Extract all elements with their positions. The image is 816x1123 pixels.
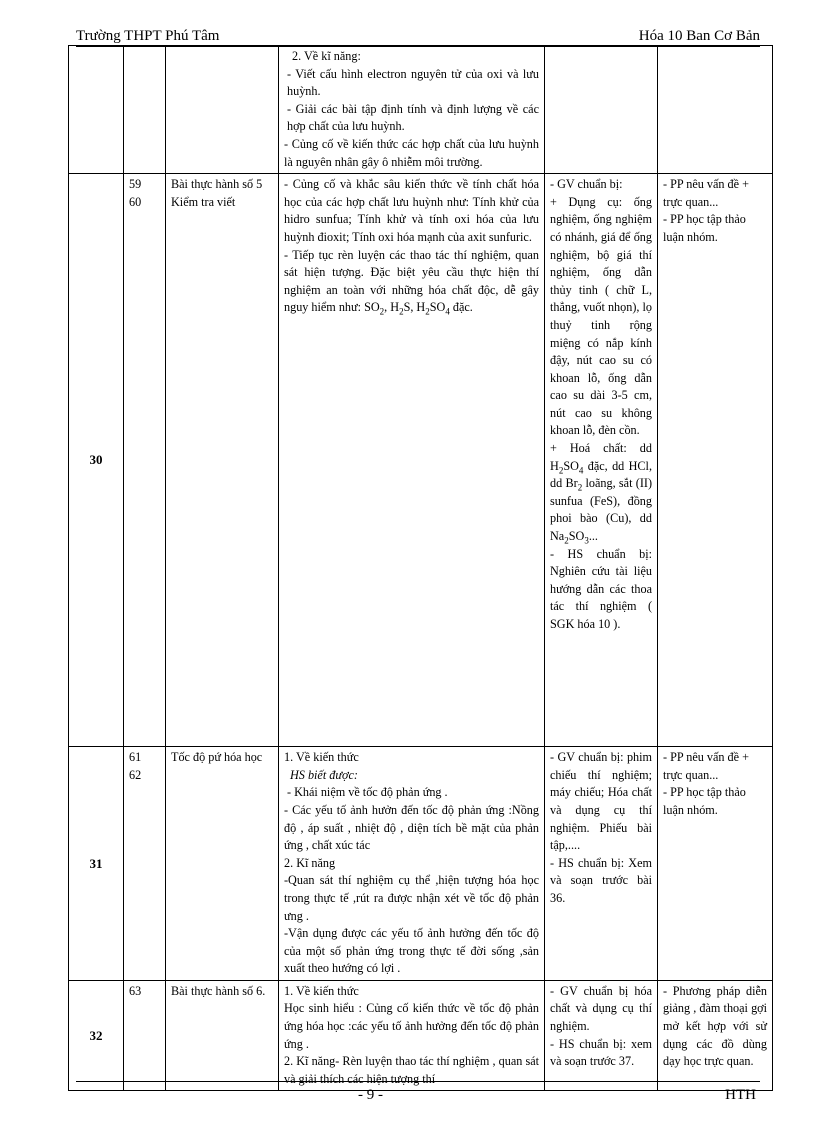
methods-cell <box>658 980 773 1091</box>
objective-line: 2. Kĩ năng <box>284 855 336 870</box>
periods-cell <box>124 46 166 174</box>
objectives-cell <box>279 980 545 1091</box>
table-row <box>69 46 773 174</box>
preparation-cell <box>545 46 658 174</box>
lesson-plan-table <box>68 45 773 1091</box>
methods-cell <box>658 174 773 747</box>
page-header <box>76 26 760 47</box>
method-line: - PP học tập thảo luận nhóm. <box>663 212 746 244</box>
periods-cell <box>124 980 166 1091</box>
methods-cell <box>658 46 773 174</box>
subject-name: Hóa 10 Ban Cơ Bản <box>638 28 760 44</box>
lesson-title: Tốc độ pứ hóa học <box>171 750 263 765</box>
lesson-cell <box>166 174 279 747</box>
preparation-line: + Dụng cụ: ống nghiệm, ống nghiệm có nhánh, giá để ống nghiệm, bộ giá thí nghiệm, ống dẫn thủy tinh ( chữ L, thẳng, vuốt nhọn), lọ thuỷ tinh rộng miệng có nắp kính đậy, nút cao su có khoan lỗ, ống dẫn cao su dài 3-5 cm, nút cao su không khoan lỗ, đèn cồn. <box>550 194 652 438</box>
preparation-cell <box>545 980 658 1091</box>
preparation-line: - GV chuẩn bị: phim chiếu thí nghiệm; máy chiếu; Hóa chất và dụng cụ thí nghiệm. Phiếu bài tập,.... <box>550 750 652 853</box>
period-number: 59 <box>129 177 142 192</box>
objectives-cell <box>279 174 545 747</box>
period-number: 63 <box>129 983 142 998</box>
page-footer <box>76 1081 760 1106</box>
lesson-title: Bài thực hành số 6. <box>171 983 266 998</box>
lesson-title: Kiểm tra viết <box>171 194 236 209</box>
objective-line: 2. Về kĩ năng: <box>292 49 361 63</box>
page-number: - 9 - <box>358 1087 383 1103</box>
preparation-line: - GV chuẩn bị hóa chất và dụng cụ thí nghiệm. <box>550 983 652 1034</box>
lesson-title: Bài thực hành số 5 <box>171 177 263 192</box>
lesson-cell <box>166 46 279 174</box>
method-line: - PP nêu vấn đề + trực quan... <box>663 750 749 782</box>
objective-line: 1. Về kiến thức <box>284 983 359 998</box>
preparation-line: - GV chuẩn bị: <box>550 177 623 192</box>
objective-line: - Viết cấu hình electron nguyên tử của oxi và lưu huỳnh. <box>287 66 539 99</box>
objective-line: HS biết được: <box>290 767 358 782</box>
objective-line: - Củng cố và khắc sâu kiến thức về tính chất hóa học của các hợp chất lưu huỳnh như: Tính khử của hidro sunfua; Tính khử và tính oxi hóa của lưu huỳnh đioxit; Tính oxi hóa mạnh của axit sunfuric. <box>284 177 539 244</box>
method-line: - PP học tập thảo luận nhóm. <box>663 785 746 817</box>
method-line: - Phương pháp diễn giảng , đàm thoại gợi mở kết hợp với sử dụng các đồ dùng dạy học trực quan. <box>663 983 767 1069</box>
week-cell <box>69 46 124 174</box>
objective-line: Học sinh hiểu : Củng cố kiến thức về tốc độ phản ứng hóa học :các yếu tố ảnh hưởng đến tốc độ phản ứng . <box>284 1001 539 1051</box>
methods-cell <box>658 747 773 981</box>
week-cell: 32 <box>69 980 124 1091</box>
preparation-line: + Hoá chất: dd $H_2SO_4$ đặc, dd HCl, dd $Br_2$ loãng, sắt (II) sunfua (FeS), đồng phoi bào (Cu), dd $Na_2SO_3$... <box>550 441 652 546</box>
period-number: 60 <box>129 194 142 209</box>
week-cell: 31 <box>69 747 124 981</box>
preparation-line: - HS chuẩn bị: Nghiên cứu tài liệu hướng dẫn các thoa tác thí nghiệm ( SGK hóa 10 ). <box>550 546 652 631</box>
periods-cell <box>124 174 166 747</box>
objective-line: - Giải các bài tập định tính và định lượng về các hợp chất của lưu huỳnh. <box>287 101 539 134</box>
preparation-line: - HS chuẩn bị: Xem và soạn trước bài 36. <box>550 855 652 905</box>
objective-line: -Quan sát thí nghiệm cụ thể ,hiện tượng hóa học trong thực tế ,rút ra được nhận xét về tốc độ phản ưng . <box>284 873 539 923</box>
school-name: Trường THPT Phú Tâm <box>76 28 220 44</box>
objective-line: - Củng cố về kiến thức các hợp chất của lưu huỳnh là nguyên nhân gây ô nhiễm môi trường. <box>284 136 539 169</box>
objective-line: - Tiếp tục rèn luyện các thao tác thí nghiệm, quan sát hiện tượng. Đặc biệt yêu cầu thực hiện thí nghiệm an toàn với những hóa chất độc, dễ gây nguy hiểm như: $SO_2$, $H_2S$, $H_2SO_4$ đặc. <box>284 247 539 317</box>
objective-line: 2. Kĩ năng- Rèn luyện thao tác thí nghiệm , quan sát và giải thích các hiện tượng thí <box>284 1054 539 1086</box>
lesson-cell <box>166 747 279 981</box>
objective-line: - Các yếu tố ảnh hưởn đến tốc độ phản ứng :Nồng độ , áp suất , nhiệt độ , diện tích bề mặt của phản ứng , chất xúc tác <box>284 802 539 853</box>
period-number: 61 <box>129 750 142 765</box>
preparation-cell <box>545 747 658 981</box>
objectives-cell <box>279 46 545 174</box>
table-row <box>69 980 773 1091</box>
table-row <box>69 174 773 747</box>
objective-line: - Khái niệm về tốc độ phản ứng . <box>287 785 448 800</box>
week-cell: 30 <box>69 174 124 747</box>
periods-cell <box>124 747 166 981</box>
objectives-cell <box>279 747 545 981</box>
period-number: 62 <box>129 767 142 782</box>
author-initials: HTH <box>725 1087 756 1103</box>
table-row <box>69 747 773 981</box>
method-line: - PP nêu vấn đề + trực quan... <box>663 177 749 209</box>
objective-line: 1. Về kiến thức <box>284 750 359 765</box>
objective-line: -Vận dụng được các yếu tố ảnh hưởng đến tốc độ của một số phản ứng trong thực tế đời sống ,sản xuất theo hướng có lợi . <box>284 926 539 976</box>
preparation-cell <box>545 174 658 747</box>
lesson-cell <box>166 980 279 1091</box>
preparation-line: - HS chuẩn bị: xem và soạn trước 37. <box>550 1036 652 1069</box>
